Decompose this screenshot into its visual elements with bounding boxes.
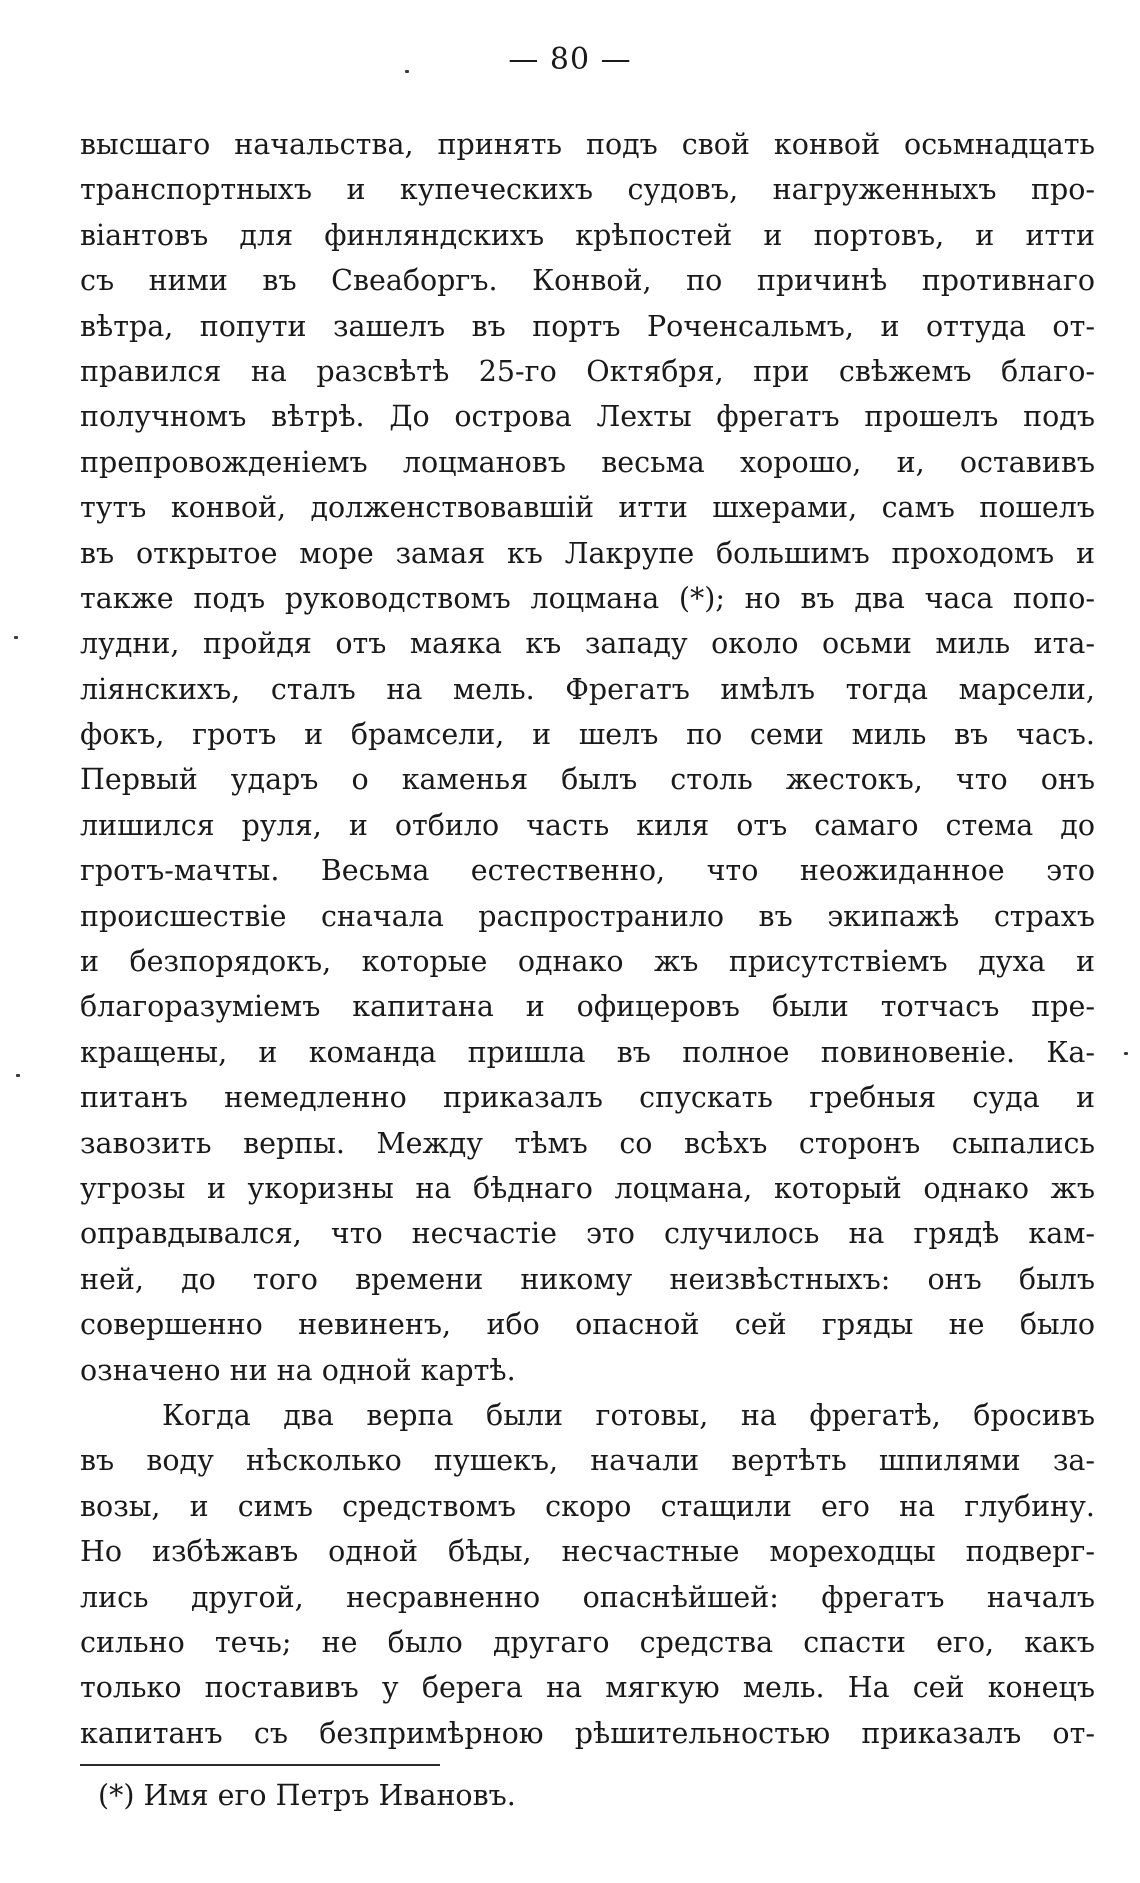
text-line: въ воду нѣсколько пушекъ, начали вертѣть шпилями за- [80,1444,1095,1478]
text-line: лудни, пройдя отъ маяка къ западу около осьми миль ита- [80,627,1095,661]
text-line: гротъ-мачты. Весьма естественно, что неожиданное это [80,854,1095,888]
text-line: лишился руля, и отбило часть киля отъ самаго стема до [80,808,1095,842]
text-line: кращены, и команда пришла въ полное повиновеніе. Ка- [80,1035,1095,1069]
text-line: только поставивъ у берега на мягкую мель. На сей конецъ [80,1671,1095,1705]
text-line: завозить верпы. Между тѣмъ со всѣхъ сторонъ сыпались [80,1126,1095,1160]
text-line: фокъ, гротъ и брамсели, и шелъ по семи миль въ часъ. [80,718,1095,752]
text-line: лись другой, несравненно опаснѣйшей: фрегатъ началъ [80,1580,1095,1614]
text-line: происшествіе сначала распространило въ экипажѣ страхъ [80,899,1095,933]
text-line: ней, до того времени никому неизвѣстныхъ: онъ былъ [80,1262,1095,1296]
text-line: высшаго начальства, принять подъ свой конвой осьмнадцать [80,128,1095,161]
print-speck [14,636,18,639]
text-line: угрозы и укоризны на бѣднаго лоцмана, который однако жъ [80,1171,1095,1205]
text-line: сильно течь; не было другаго средства спасти его, какъ [80,1625,1095,1659]
text-line: и безпорядокъ, которые однако жъ присутствіемъ духа и [80,945,1095,979]
text-line: получномъ вѣтрѣ. До острова Лехты фрегатъ прошелъ подъ [80,400,1095,434]
footnote-separator [80,1764,440,1766]
text-line: віантовъ для финляндскихъ крѣпостей и портовъ, и итти [80,218,1095,252]
text-line: питанъ немедленно приказалъ спускать гребныя суда и [80,1081,1095,1115]
text-line: совершенно невиненъ, ибо опасной сей гряды не было [80,1308,1095,1342]
text-line: транспортныхъ и купеческихъ судовъ, нагруженныхъ про- [80,173,1095,207]
text-line: вѣтра, попути зашелъ въ портъ Роченсальмъ, и оттуда от- [80,309,1095,343]
text-line: тутъ конвой, долженствовавшій итти шхерами, самъ пошелъ [80,491,1095,525]
body-text [80,122,1095,1756]
page-number: — 80 — [508,42,632,77]
text-line: ліянскихъ, сталъ на мель. Фрегатъ имѣлъ тогда марсели, [80,672,1095,706]
paragraph-end-line: означено ни на одной картѣ. [80,1353,516,1387]
text-line: съ ними въ Свеаборгъ. Конвой, по причинѣ противнаго [80,264,1095,298]
text-line: благоразуміемъ капитана и офицеровъ были тотчасъ пре- [80,990,1095,1024]
print-speck [16,1074,20,1077]
text-line: Первый ударъ о каменья былъ столь жестокъ, что онъ [80,763,1095,797]
text-line: возы, и симъ средствомъ скоро стащили его на глубину. [80,1489,1095,1523]
text-line: оправдывался, что несчастіе это случилось на грядѣ кам- [80,1217,1095,1251]
text-line: также подъ руководствомъ лоцмана (*); но въ два часа попо- [80,581,1095,615]
print-speck [1124,1052,1128,1055]
text-line: въ открытое море замая къ Лакрупе большимъ проходомъ и [80,536,1095,570]
footnote: (*) Имя его Петръ Ивановъ. [98,1779,516,1812]
text-line: препровожденіемъ лоцмановъ весьма хорошо, и, оставивъ [80,445,1095,479]
paragraph-start-line: Когда два верпа были готовы, на фрегатѣ, бросивъ [162,1398,1095,1432]
text-line: Но избѣжавъ одной бѣды, несчастные мореходцы подверг- [80,1535,1095,1569]
text-line: правился на разсвѣтѣ 25-го Октября, при свѣжемъ благо- [80,354,1095,388]
text-line: капитанъ съ безпримѣрною рѣшительностью приказалъ от- [80,1716,1095,1750]
print-speck [405,70,409,73]
